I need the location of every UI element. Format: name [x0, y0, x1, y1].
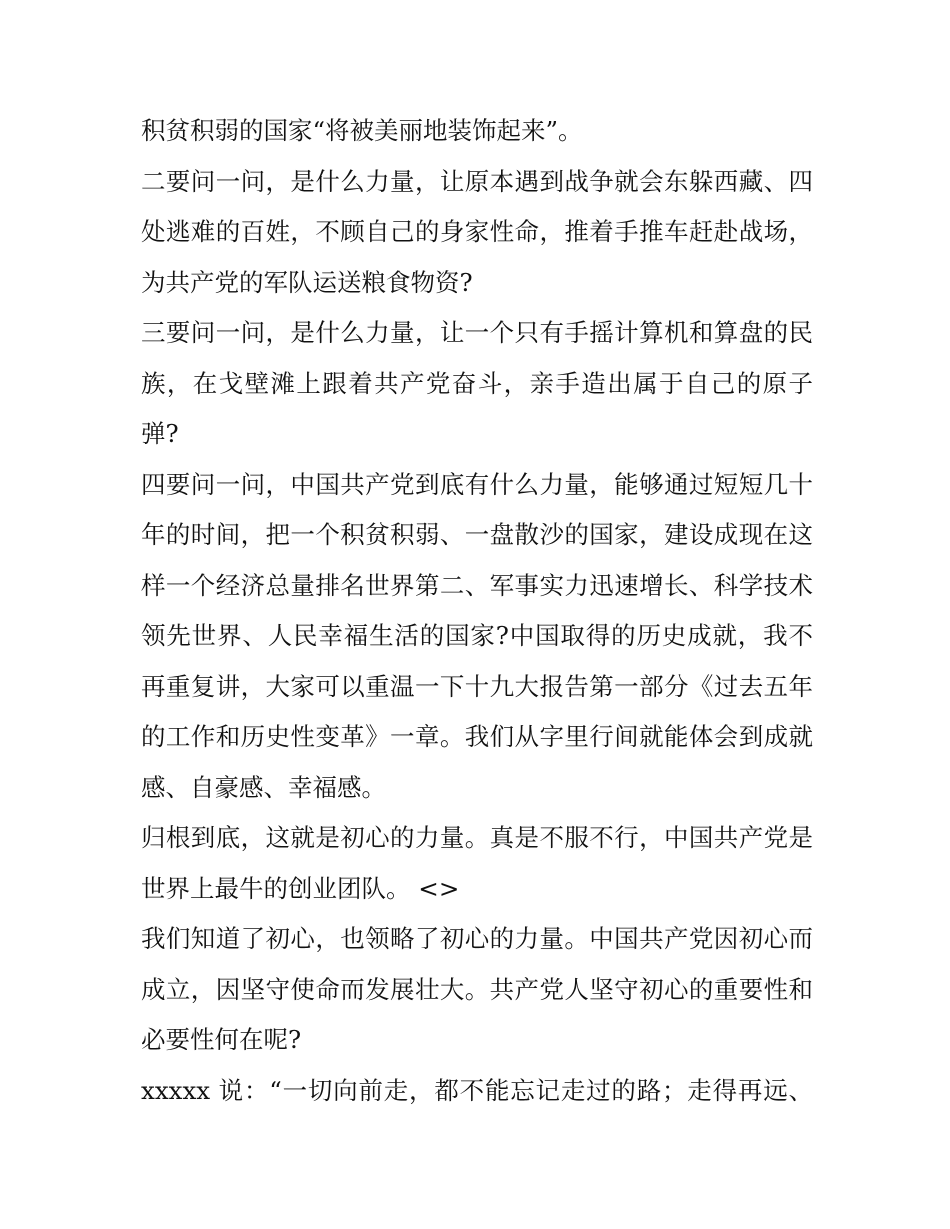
text-line: 世界上最牛的创业团队。 <> [141, 873, 460, 903]
text-line: 必要性何在呢? [141, 1025, 302, 1054]
text-line: 的工作和历史性变革》一章。我们从字里行间就能体会到成就 [141, 722, 813, 751]
text-line: 我们知道了初心，也领略了初心的力量。中国共产党因初心而 [141, 924, 813, 953]
text-line: 再重复讲，大家可以重温一下十九大报告第一部分《过去五年 [141, 671, 813, 701]
text-line: 四要问一问，中国共产党到底有什么力量，能够通过短短几十 [141, 469, 813, 499]
text-line: 处逃难的百姓，不顾自己的身家性命，推着手推车赶赴战场， [141, 217, 813, 246]
text-line: 感、自豪感、幸福感。 [141, 772, 386, 802]
text-line: 领先世界、人民幸福生活的国家?中国取得的历史成就，我不 [141, 621, 813, 650]
text-line: 三要问一问，是什么力量，让一个只有手摇计算机和算盘的民 [141, 318, 813, 347]
text-line: 成立，因坚守使命而发展壮大。共产党人坚守初心的重要性和 [141, 974, 813, 1004]
text-line: 族，在戈壁滩上跟着共产党奋斗，亲手造出属于自己的原子 [141, 368, 813, 398]
body-text [141, 106, 813, 1116]
text-line: xxxxx 说：“一切向前走，都不能忘记走过的路；走得再远、 [141, 1075, 813, 1105]
text-line: 积贫积弱的国家“将被美丽地装饰起来”。 [141, 116, 583, 145]
text-line: 弹? [141, 419, 179, 448]
text-line: 为共产党的军队运送粮食物资? [141, 267, 473, 297]
text-line: 年的时间，把一个积贫积弱、一盘散沙的国家，建设成现在这 [141, 520, 813, 549]
text-line: 归根到底，这就是初心的力量。真是不服不行，中国共产党是 [141, 823, 813, 852]
text-line: 二要问一问，是什么力量，让原本遇到战争就会东躲西藏、四 [141, 166, 813, 196]
text-line: 样一个经济总量排名世界第二、军事实力迅速增长、科学技术 [141, 570, 813, 600]
